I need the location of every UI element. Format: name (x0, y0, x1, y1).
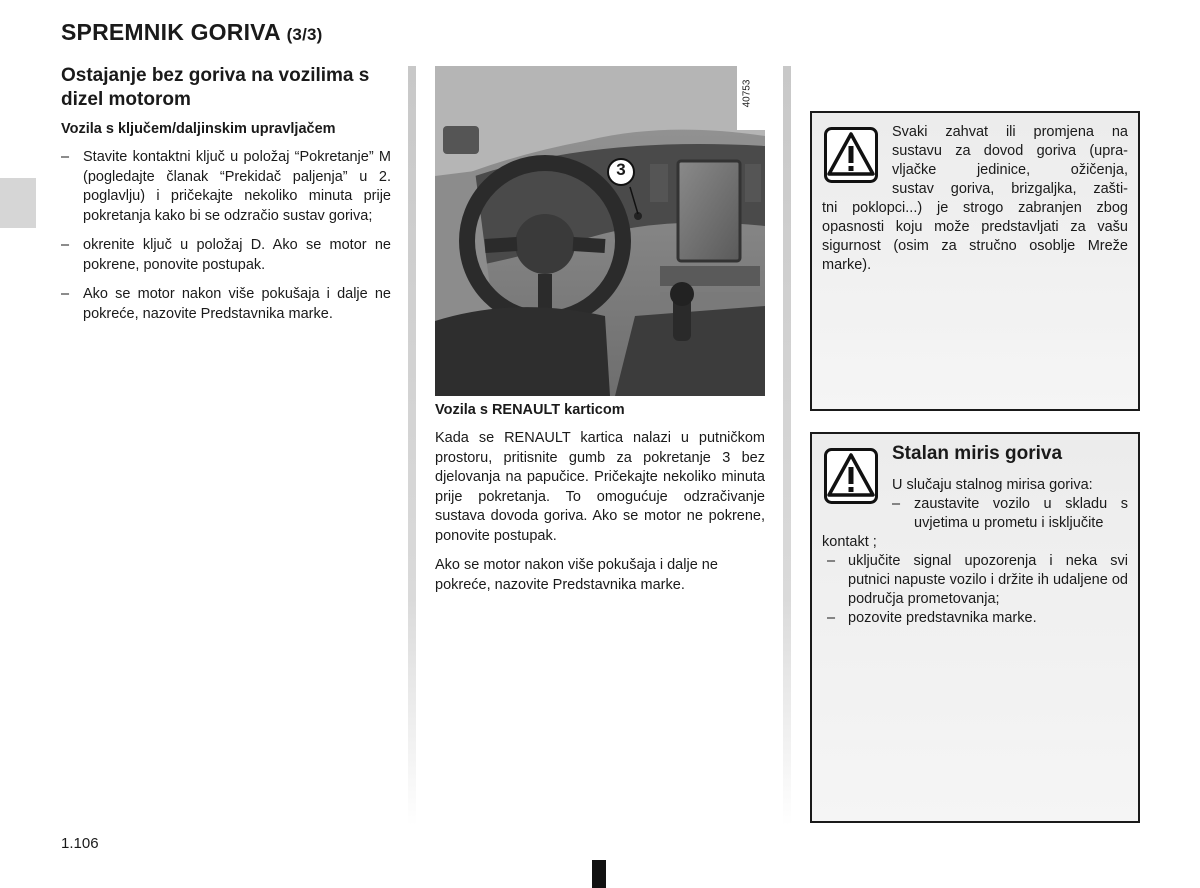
callout-number: 3 (616, 160, 626, 179)
list-item: – okrenite ključ u položaj D. Ako se motor ne pokrene, ponovite postupak. (61, 237, 391, 273)
list-item: – uključite signal upozorenja i neka svi putnici napuste vozilo i držite ih udaljene od područja prometovanja; (827, 553, 1128, 607)
warning-body: U slučaju stalnog mirisa goriva: – zaustavite vozilo u skladu s uvjetima u prometu i isključite kontakt ; – uključite signal upozorenja i neka svi putnici napuste vozilo i držite ih udaljene od područja prometovanja; – pozovite predstavnika marke. (822, 477, 1128, 626)
paragraph: Kada se RENAULT kartica nalazi u putničkom prostoru, pritisnite gumb za pokretanje 3 bez djelovanja na papučice. Pričekajte nekoliko minuta prije pokretanja. To omogućuje odzračivanje sustava dovoda goriva. Ako se motor ne pokrene, ponovite postupak. (435, 430, 765, 544)
dashboard-photo (435, 66, 765, 396)
chapter-tab (0, 178, 36, 228)
warning-box-fuel-smell (810, 432, 1140, 823)
column-separator-2 (783, 66, 791, 826)
page-title-part: (3/3) (286, 25, 323, 44)
figure-code: 40753 (741, 79, 753, 108)
left-column (61, 64, 391, 334)
section-subheading: Vozila s ključem/daljinskim upravljačem (61, 121, 336, 137)
page-edge-mark (592, 860, 606, 888)
warning-box (810, 111, 1140, 411)
list-item: – Ako se motor nakon više pokušaja i dalje ne pokreće, nazovite Predstavnika marke. (61, 286, 391, 322)
section-heading: Ostajanje bez goriva na vozilima s dizel motorom (61, 65, 370, 110)
list-item: – pozovite predstavnika marke. (827, 610, 1037, 626)
middle-column (435, 402, 765, 605)
page-number: 1.106 (61, 835, 99, 852)
figure-caption: Vozila s RENAULT karticom (435, 402, 625, 418)
list-item: – zaustavite vozilo u skladu s uvjetima u prometu i isključite (892, 496, 1128, 531)
paragraph: Ako se motor nakon više pokušaja i dalje ne pokreće, nazovite Predstavnika marke. (435, 557, 718, 593)
column-separator-1 (408, 66, 416, 826)
page-title-text: SPREMNIK GORIVA (61, 19, 280, 45)
warning-text: Svaki zahvat ili promjena na sustavu za dovod goriva (upra- vljačke jedinice, ožičenja, sustav goriva, brizgaljka, zašti- tni poklopci...) je strogo zabranjen zbog opasnosti koju može predstavljati za vašu sigurnost (osim za stručno osoblje Mreže marke). (822, 124, 1128, 273)
list-item: – Stavite kontaktni ključ u položaj “Pokretanje” M (pogledajte članak “Prekidač paljenja” u 2. poglavlju) i pričekajte nekoliko minuta prije pokretanja kako bi se odzračio sustav goriva; (61, 149, 391, 224)
page-title (61, 19, 323, 46)
steps-list (61, 148, 391, 324)
warning-title: Stalan miris goriva (892, 443, 1063, 464)
